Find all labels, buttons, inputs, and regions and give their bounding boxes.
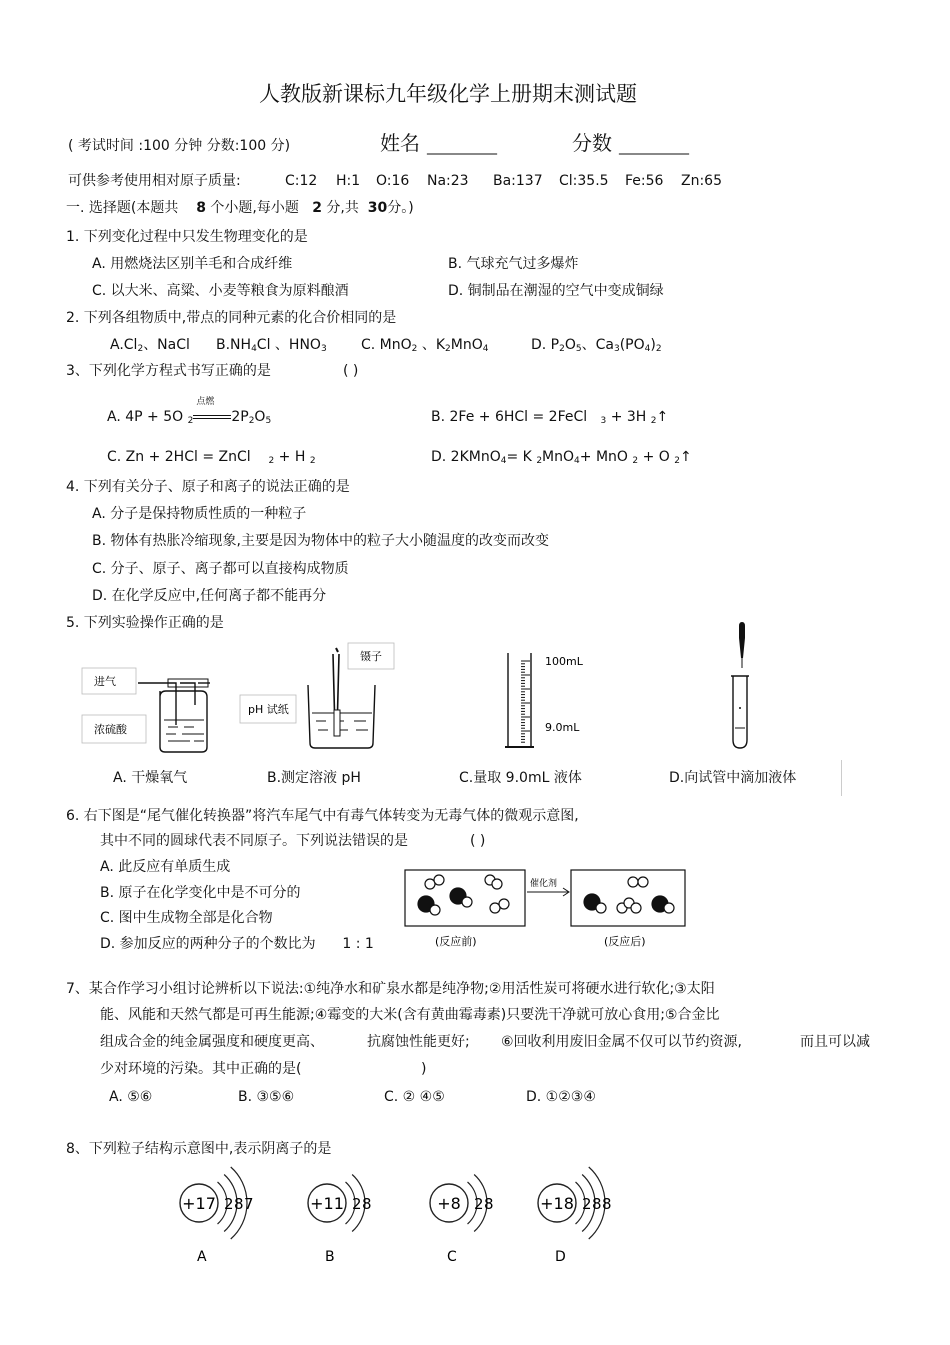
q4-option-a[interactable]: A. 分子是保持物质性质的一种粒子 xyxy=(92,506,307,522)
q7-option-d[interactable]: D. ①②③④ xyxy=(526,1089,596,1105)
q7-option-b[interactable]: B. ③⑤⑥ xyxy=(238,1089,295,1105)
q5-option-b[interactable]: B.测定溶液 pH xyxy=(267,770,361,786)
q1-option-d[interactable]: D. 铜制品在潮湿的空气中变成铜绿 xyxy=(448,283,664,299)
inlet-label: 进气 xyxy=(94,675,116,688)
q7-line-3b: 抗腐蚀性能更好; xyxy=(367,1034,470,1050)
q7-option-a[interactable]: A. ⑤⑥ xyxy=(109,1089,153,1105)
atomic-mass-label: 可供参考使用相对原子质量: xyxy=(68,173,241,189)
score-label: 分数 xyxy=(572,131,612,155)
score-blank[interactable]: __________ xyxy=(619,139,689,155)
atom-option-label: B xyxy=(325,1249,335,1265)
nuclear-charge: +17 xyxy=(182,1194,216,1213)
shell-electron-count: 8 xyxy=(592,1195,602,1213)
atom-option-label: A xyxy=(197,1249,207,1265)
shell-electron-count: 2 xyxy=(352,1195,362,1213)
shell-electron-count: 8 xyxy=(602,1195,612,1213)
shell-electron-count: 2 xyxy=(474,1195,484,1213)
q2-option-b[interactable]: $B.NH_4Cl$ 、$HNO_3$ xyxy=(216,337,327,354)
q6-bracket: ( ) xyxy=(470,833,486,849)
atom-option-label: C xyxy=(447,1249,457,1265)
atom-diagram-A xyxy=(180,1167,254,1265)
q3-option-c[interactable]: C. Zn + 2HCl = ZnCl $_2$ + H $_2$ xyxy=(107,449,316,466)
shell-electron-count: 8 xyxy=(484,1195,494,1213)
q3-bracket: ( ) xyxy=(343,363,359,379)
atomic-mass-ba: Ba:137 xyxy=(493,173,543,189)
atom-option-label: D xyxy=(555,1249,566,1265)
test-tube-dropper-figure xyxy=(715,622,775,754)
q6-option-d[interactable]: D. 参加反应的两种分子的个数比为 1 : 1 xyxy=(100,936,374,952)
q4-option-c[interactable]: C. 分子、原子、离子都可以直接构成物质 xyxy=(92,561,349,577)
q1-option-b[interactable]: B. 气球充气过多爆炸 xyxy=(448,256,579,272)
shell-electron-count: 8 xyxy=(234,1195,244,1213)
acid-label: 浓硫酸 xyxy=(94,723,127,736)
atomic-mass-na: Na:23 xyxy=(427,173,469,189)
atomic-mass-c: C:12 xyxy=(285,173,318,189)
q7-line-4-close: ) xyxy=(421,1061,427,1077)
section-heading: 一. 选择题(本题共 8 个小题,每小题 2 分,共 30分。) xyxy=(66,200,414,216)
atomic-mass-h: H:1 xyxy=(336,173,361,189)
q7-line-3d: 而且可以减 xyxy=(800,1034,870,1050)
q7-line-3c: ⑥回收利用废旧金属不仅可以节约资源, xyxy=(501,1034,742,1050)
q3-option-b[interactable]: B. 2Fe + 6HCl = 2FeCl $_3$ + 3H $_2$↑ xyxy=(431,409,669,426)
ph-paper-label: pH 试纸 xyxy=(248,703,289,716)
gas-washing-bottle-figure xyxy=(80,665,220,760)
shell-electron-count: 8 xyxy=(362,1195,372,1213)
cylinder-top-label: 100mL xyxy=(545,655,583,668)
q4-option-d[interactable]: D. 在化学反应中,任何离子都不能再分 xyxy=(92,588,327,604)
divider xyxy=(841,760,842,796)
before-label: (反应前) xyxy=(435,935,477,948)
q5-option-a[interactable]: A. 干燥氧气 xyxy=(113,770,188,786)
q7-line-2: 能、风能和天然气都是可再生能源;④霉变的大米(含有黄曲霉毒素)只要洗干净就可放心食用;⑤合金比 xyxy=(100,1007,720,1023)
q7-option-c[interactable]: C. ② ④⑤ xyxy=(384,1089,445,1105)
atom-diagram-B xyxy=(308,1175,372,1266)
q3-option-d[interactable]: D. 2KMnO$_4$= K $_2$MnO$_4$+ MnO $_2$ + O $_2$↑ xyxy=(431,449,692,466)
atom-diagram-D xyxy=(538,1167,612,1265)
q7-line-3a: 组成合金的纯金属强度和硬度更高、 xyxy=(100,1034,324,1050)
tweezers-label: 镊子 xyxy=(360,650,382,663)
q8-stem: 8、下列粒子结构示意图中,表示阴离子的是 xyxy=(66,1141,332,1157)
q4-stem: 4. 下列有关分子、原子和离子的说法正确的是 xyxy=(66,479,350,495)
reaction-diagram xyxy=(400,866,692,956)
catalyst-label: 催化剂 xyxy=(530,879,558,889)
q1-stem: 1. 下列变化过程中只发生物理变化的是 xyxy=(66,229,308,245)
atomic-mass-zn: Zn:65 xyxy=(681,173,722,189)
atomic-mass-fe: Fe:56 xyxy=(625,173,664,189)
atom-diagram-C xyxy=(430,1175,494,1266)
q3-option-a[interactable]: A. 4P + 5O $_2$ 点燃 $2P_2O_5$ xyxy=(107,397,272,426)
q4-option-b[interactable]: B. 物体有热胀冷缩现象,主要是因为物体中的粒子大小随温度的改变而改变 xyxy=(92,533,549,549)
nuclear-charge: +11 xyxy=(310,1194,344,1213)
q6-option-c[interactable]: C. 图中生成物全部是化合物 xyxy=(100,910,273,926)
q7-line-4: 少对环境的污染。其中正确的是( xyxy=(100,1061,302,1077)
q5-option-d[interactable]: D.向试管中滴加液体 xyxy=(669,770,797,786)
q2-option-d[interactable]: D. $P_2O_5$、$Ca_3(PO_4)_2$ xyxy=(531,337,662,354)
exam-info: ( 考试时间 :100 分钟 分数:100 分) xyxy=(68,138,291,154)
after-label: (反应后) xyxy=(604,935,646,948)
graduated-cylinder-figure xyxy=(495,645,615,755)
q2-option-a[interactable]: $A.Cl_2$、NaCl xyxy=(110,337,190,354)
shell-electron-count: 2 xyxy=(582,1195,592,1213)
q2-stem: 2. 下列各组物质中,带点的同种元素的化合价相同的是 xyxy=(66,310,397,326)
nuclear-charge: +18 xyxy=(540,1194,574,1213)
page-title: 人教版新课标九年级化学上册期末测试题 xyxy=(259,82,637,106)
ph-test-figure xyxy=(238,640,416,752)
q1-option-c[interactable]: C. 以大米、高粱、小麦等粮食为原料酿酒 xyxy=(92,283,349,299)
name-blank[interactable]: __________ xyxy=(427,139,497,155)
q6-stem-2: 其中不同的圆球代表不同原子。下列说法错误的是 xyxy=(100,833,408,849)
q7-line-1: 7、某合作学习小组讨论辨析以下说法:①纯净水和矿泉水都是纯净物;②用活性炭可将硬水进行软化;③太阳 xyxy=(66,981,715,997)
q2-option-c[interactable]: C. MnO$_2$ 、$K_2MnO_4$ xyxy=(361,337,489,354)
name-label: 姓名 xyxy=(380,131,420,155)
q6-option-b[interactable]: B. 原子在化学变化中是不可分的 xyxy=(100,885,301,901)
q3-stem: 3、下列化学方程式书写正确的是 xyxy=(66,363,271,379)
atomic-structure-diagrams xyxy=(165,1163,635,1268)
shell-electron-count: 2 xyxy=(224,1195,234,1213)
atomic-mass-o: O:16 xyxy=(376,173,410,189)
q6-stem: 6. 右下图是“尾气催化转换器”将汽车尾气中有毒气体转变为无毒气体的微观示意图, xyxy=(66,808,579,824)
cylinder-mid-label: 9.0mL xyxy=(545,721,580,734)
q6-option-a[interactable]: A. 此反应有单质生成 xyxy=(100,859,231,875)
q1-option-a[interactable]: A. 用燃烧法区别羊毛和合成纤维 xyxy=(92,256,293,272)
nuclear-charge: +8 xyxy=(437,1194,461,1213)
q5-option-c[interactable]: C.量取 9.0mL 液体 xyxy=(459,770,582,786)
q5-stem: 5. 下列实验操作正确的是 xyxy=(66,615,224,631)
atomic-mass-cl: Cl:35.5 xyxy=(559,173,609,189)
shell-electron-count: 7 xyxy=(244,1195,254,1213)
